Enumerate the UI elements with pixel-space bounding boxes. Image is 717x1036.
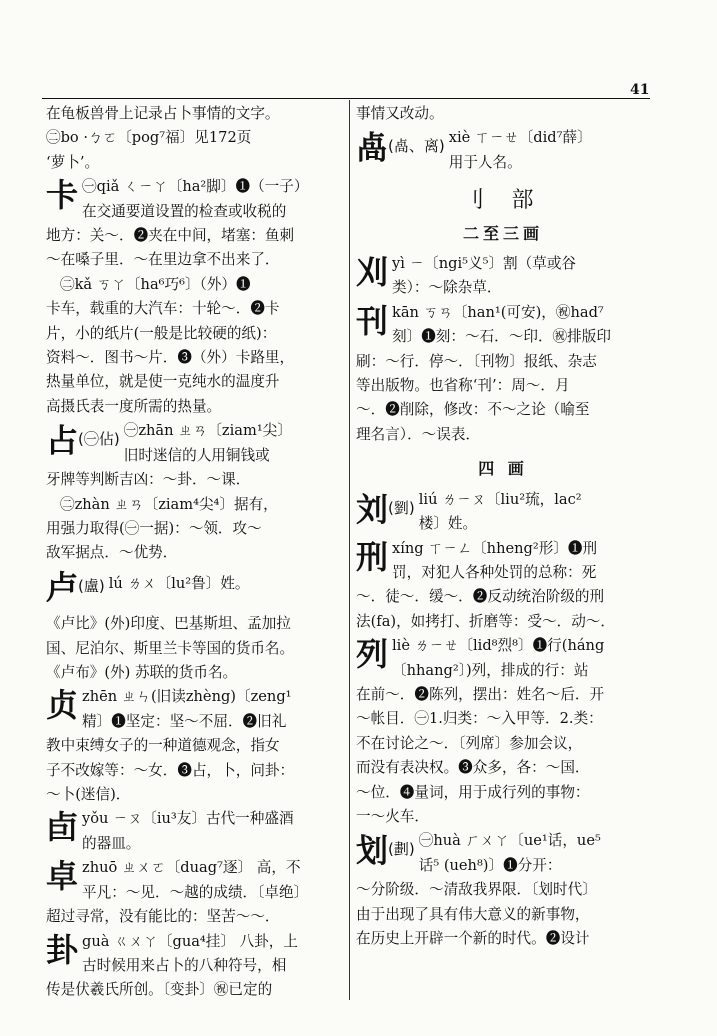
headword-you: 卣 (46, 808, 79, 847)
headword-gua: 卦 (46, 930, 79, 969)
headword-yi: 刈 (356, 253, 389, 292)
entry-yi: 刈 yì ㄧ〔ngi⁵义⁵〕割（草或谷 类）：～除杂草． (356, 253, 577, 297)
headword-lu: 卢$^{(盧)}$ (46, 568, 105, 607)
entry-xie: 卨$^{(卨、离)}$ xiè ㄒㄧㄝ〔did⁷薛〕 用于人名。 (356, 128, 592, 171)
headword-xing: 刑 (356, 537, 389, 576)
column-divider (349, 100, 350, 1000)
left-column (46, 102, 342, 1003)
headword-xie: 卨$^{(卨、离)}$ (356, 128, 445, 167)
entry-xing: 刑 xíng ㄒㄧㄥ〔hheng²形〕❶刑 罚，对犯人各种处罚的总称：死 ～．徒～．缓～．❷反动统治阶级的刑 法(fa)，如拷打、折磨等：受～．动～． (356, 537, 615, 630)
entry-lie: 列 liè ㄌㄧㄝ〔lid⁸烈⁸〕❶行(háng 〔hhang²〕)列，排成的行：站 在前～．❷陈列，摆出：姓名～后．开 ～帐目．㊀1.归类：～入甲等．2.类： 不在讨论之～．〔列席〕参加会议， 而没有表决权。❸众多，各：～国． ～位．❹量词，用于成行列的事物： 一～火车． (356, 635, 605, 825)
entry-zhen: 贞 zhēn ㄓㄣ(旧读zhèng)〔zeng¹ 精〕❶坚定：坚～不屈．❷旧礼 教中束缚女子的一种道德观念，指女 子不改嫁等：～女．❸占，卜，问卦： ～卜(迷信)． (46, 686, 295, 804)
subsection-title: 二至三画 (462, 223, 543, 243)
headword-ka: 卡 (46, 176, 79, 215)
continued-line: 在龟板兽骨上记录占卜事情的文字。 (46, 105, 280, 122)
continued-line: 事情又改动。 (356, 105, 444, 122)
entry-liu: 刘$^{(劉)}$ liú ㄌㄧㄡ〔liu²琉，lac² 楼〕姓。 (356, 490, 582, 533)
section-title: 刂 部 (462, 188, 544, 214)
headword-kan: 刊 (356, 301, 389, 340)
entry-zhan: 占$^{(㊀佔)}$ ㊀zhān ㄓㄢ〔ziam¹尖〕 旧时迷信的人用铜钱或 牙牌等判断吉凶：～卦．～课． ㊁zhàn ㄓㄢ〔ziam⁴尖⁴〕据有， 用强力取得(㊀一据)：～领．攻～ 敌军据点．～优势． (46, 421, 292, 562)
entry-ka: 卡 ㊀qiǎ ㄑㄧㄚ〔ha²脚〕❶（一子） 在交通要道设置的检查或收税的 地方：关～．❷夹在中间，堵塞：鱼刺 ～在嗓子里．～在里边拿不出来了． ㊁kǎ ㄎㄚ〔ha⁶巧⁶〕（外）❶ 卡车，载重的大汽车：十轮～．❷卡 片，小的纸片(一般是比较硬的纸)： 资料～．图书～片．❸（外）卡路里， 热量单位，就是使一克纯水的温度升 高摄氏表一度所需的热量。 (46, 176, 309, 415)
page-number: 41 (630, 82, 650, 98)
entry-kan: 刊 kān ㄎㄢ〔han¹(可安)，㊗had⁷ 刻〕❶刻：～石．～印．㊗排版印 刷：～行．停～．〔刊物〕报纸、杂志 等出版物。也省称‘刊’：周～．月 ～．❷削除，修改：不～之论（喻至 理名言）．～误表． (356, 301, 611, 443)
headword-zhuo: 卓 (46, 857, 79, 896)
entry-gua: 卦 guà ㄍㄨㄚ〔gua⁴挂〕 八卦，上 古时候用来占卜的八种符号，相 传是伏羲氏所创。〔变卦〕㊗已定的 (46, 930, 298, 999)
entry-bo: ㊁bo ·ㄅㄛ〔pog⁷福〕见172页 ‘萝卜’。 (46, 129, 252, 171)
right-column (356, 102, 650, 951)
entry-you: 卣 yǒu ㄧㄡ〔iu³友〕古代一种盛酒 的器皿。 (46, 808, 294, 852)
top-rule (42, 98, 650, 99)
entry-lu: 卢$^{(盧)}$ lú ㄌㄨ〔lu²鲁〕姓。 《卢比》(外)印度、巴基斯坦、孟加拉 国、尼泊尔、斯里兰卡等国的货币名。 《卢布》(外) 苏联的货币名。 (46, 568, 295, 682)
entry-zhuo: 卓 zhuō ㄓㄨㄛ〔duag⁷逐〕 高，不 平凡：～见．～越的成绩．〔卓绝〕 超过寻常，没有能比的：坚苦～～． (46, 857, 309, 926)
subsection-title: 四 画 (478, 459, 528, 479)
entry-hua: 划$^{(劃)}$ ㊀huà ㄏㄨㄚ〔ue¹话，ue⁵ 话⁵ (ueh⁸)〕❶分开： ～分阶级．～清敌我界限．〔划时代〕 由于出现了具有伟大意义的新事物， 在历史上开辟一个新的时代。❷设计 (356, 831, 601, 947)
headword-hua: 划$^{(劃)}$ (356, 831, 415, 870)
headword-zhen: 贞 (46, 686, 79, 725)
headword-lie: 列 (356, 635, 389, 674)
headword-zhan: 占$^{(㊀佔)}$ (46, 421, 120, 460)
headword-liu: 刘$^{(劉)}$ (356, 490, 415, 529)
